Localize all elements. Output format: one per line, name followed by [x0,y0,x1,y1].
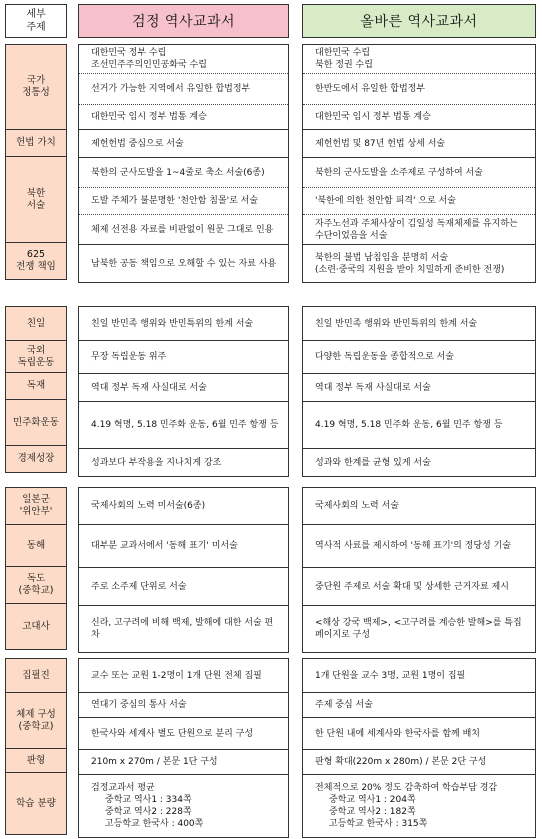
correct-textbook-row [303,524,535,567]
correct-textbook-text: 역대 정부 독재 사실대로 서술 [315,382,431,393]
topic-cell [6,372,66,399]
existing-textbook-cell [79,449,288,476]
correct-textbook-text: 중단원 주제로 서술 확대 및 상세한 근거자료 제시 [315,581,509,592]
section-1-topics [5,44,67,280]
section-3-correct-textbook [302,487,536,653]
correct-textbook-text: 국제사회의 노력 서술 [315,501,399,511]
topic-label: 일본군 '위안부' [19,494,53,517]
correct-textbook-row [303,774,535,837]
existing-textbook-line: 검정교과서 평균 [91,783,155,793]
existing-textbook-text: 북한의 군사도발을 1~4줄로 축소 서술(6종) [91,167,265,178]
correct-textbook-row [303,401,535,448]
existing-textbook-text: 210m x 270m / 본문 1단 구성 [91,757,218,767]
existing-textbook-text: 성과보다 부작용을 지나치게 강조 [91,457,222,468]
topic-cell [6,156,66,242]
existing-textbook-row [79,45,288,129]
existing-textbook-text: 대한민국 임시 정부 법통 계승 [91,112,207,122]
existing-textbook-cell [79,659,288,692]
correct-textbook-subcell [303,158,535,187]
topic-label: 북한 서술 [26,187,46,211]
existing-textbook-cell [79,245,288,282]
existing-textbook-row [79,605,288,652]
existing-textbook-row [79,129,288,157]
correct-textbook-text: 한 단원 내에 세계사와 한국사를 함께 배치 [315,728,480,739]
correct-textbook-block [302,487,536,653]
existing-textbook-row [79,749,288,774]
existing-textbook-cell [79,488,288,524]
correct-textbook-cell [303,488,535,524]
existing-textbook-row [79,373,288,401]
correct-textbook-row [303,659,535,692]
correct-textbook-block [302,44,536,283]
existing-textbook-subcell [79,73,288,104]
section-4-correct-textbook [302,658,536,838]
existing-textbook-text: 남북한 공동 책임으로 오해할 수 있는 자료 사용 [91,258,277,269]
correct-textbook-row [303,567,535,605]
topic-cell [6,129,66,156]
correct-textbook-block [302,306,536,477]
correct-textbook-row [303,244,535,282]
correct-textbook-row [303,488,535,524]
topic-block [5,44,67,280]
topic-block [5,306,67,473]
topic-cell [6,772,66,834]
topic-label: 민주화운동 [13,416,59,428]
existing-textbook-cell [79,341,288,373]
existing-textbook-text: 제헌헌법 중심으로 서술 [91,138,184,149]
topic-label: 국가 정통성 [22,75,50,98]
topic-label: 고대사 [22,620,50,632]
correct-textbook-line: 전체적으로 20% 정도 감축하여 학습부담 경감 [315,783,498,793]
existing-textbook-text: 친일 반민족 행위와 반민특위의 한계 서술 [91,318,254,329]
correct-textbook-row [303,340,535,373]
existing-textbook-cell [79,402,288,448]
section-1-correct-textbook [302,44,536,283]
correct-textbook-row [303,749,535,774]
correct-textbook-text: <해상 강국 백제>, <고구려를 계승한 발해>를 특집 페이지로 구성 [315,618,522,640]
existing-textbook-block [78,306,289,477]
existing-textbook-row [79,524,288,567]
existing-textbook-text: 대부분 교과서에서 '동해 표기' 미서술 [91,541,238,551]
existing-textbook-text: 교수 또는 교원 1-2명이 1개 단원 전체 집필 [91,670,262,681]
topic-label: 집필진 [22,669,50,681]
existing-textbook-line: 중학교 역사2 : 228쪽 [105,807,192,817]
topic-cell [6,524,66,566]
section-4-topics [5,658,67,835]
correct-textbook-cell [303,374,535,401]
correct-textbook-row [303,307,535,340]
topic-cell [6,748,66,772]
topic-cell [6,242,66,279]
topic-label: 경제성장 [17,453,55,464]
correct-textbook-cell [303,775,535,837]
correct-textbook-cell [303,750,535,774]
existing-textbook-text: 연대기 중심의 통사 서술 [91,700,187,710]
correct-textbook-text: 대한민국 수립 북한 정권 수립 [315,48,373,70]
existing-textbook-row [79,659,288,692]
topic-label: 독재 [26,380,46,391]
topic-cell [6,692,66,748]
existing-textbook-block [78,44,289,283]
header-topic [5,4,67,38]
correct-textbook-line: 중학교 역사1 : 204쪽 [329,795,416,805]
topic-label: 헌법 가치 [16,137,56,148]
correct-textbook-subcell [303,693,535,717]
existing-textbook-cell [79,606,288,652]
correct-textbook-cell [303,130,535,157]
existing-textbook-cell [79,775,288,837]
header-correct-textbook-label: 올바른 역사교과서 [360,14,478,30]
existing-textbook-line: 중학교 역사1 : 334쪽 [105,795,192,805]
existing-textbook-row [79,692,288,749]
correct-textbook-cell [303,341,535,373]
correct-textbook-row [303,157,535,244]
correct-textbook-text: 성과와 한계를 균형 있게 서술 [315,457,431,468]
topic-cell [6,340,66,372]
correct-textbook-subcell [303,717,535,749]
existing-textbook-block [78,487,289,653]
correct-textbook-text: '북한에 의한 천안함 피격' 으로 서술 [315,196,456,206]
correct-textbook-cell [303,525,535,567]
existing-textbook-text: 주로 소주제 단위로 서술 [91,581,187,592]
existing-textbook-text: 체제 선전용 자료를 비판없이 원문 그대로 인용 [91,224,274,235]
section-1-existing-textbook [78,44,289,283]
existing-textbook-text: 4.19 혁명, 5.18 민주화 운동, 6월 민주 항쟁 등 [91,420,279,430]
existing-textbook-text: 국제사회의 노력 미서술(6종) [91,501,206,511]
correct-textbook-cell [303,307,535,340]
existing-textbook-row [79,401,288,448]
topic-cell [6,488,66,524]
correct-textbook-subcell [303,73,535,104]
existing-textbook-row [79,157,288,244]
topic-label: 동해 [26,539,46,551]
correct-textbook-text: 친일 반민족 행위와 반민특위의 한계 서술 [315,318,478,329]
correct-textbook-cell [303,449,535,476]
existing-textbook-text: 한국사와 세계사 별도 단원으로 분리 구성 [91,728,254,739]
correct-textbook-row [303,692,535,749]
topic-label: 625 전쟁 책임 [16,249,56,272]
correct-textbook-cell [303,568,535,605]
topic-cell [6,603,66,649]
correct-textbook-subcell [303,45,535,73]
existing-textbook-cell [79,307,288,340]
existing-textbook-row [79,340,288,373]
correct-textbook-cell [303,245,535,282]
header-existing-textbook [78,4,289,38]
existing-textbook-text: 무장 독립운동 위주 [91,352,167,362]
existing-textbook-text: 선거가 가능한 지역에서 유일한 합법정부 [91,84,251,94]
topic-label: 판형 [26,754,46,766]
existing-textbook-subcell [79,104,288,129]
existing-textbook-text: 도발 주체가 불분명한 '천안함 침몰'로 서술 [91,196,259,206]
correct-textbook-subcell [303,214,535,244]
existing-textbook-row [79,774,288,837]
existing-textbook-subcell [79,214,288,244]
topic-label: 학습 분량 [16,797,56,809]
header-existing-textbook-label: 검정 역사교과서 [131,14,236,30]
existing-textbook-subcell [79,717,288,749]
correct-textbook-text: 자주노선과 주체사상이 김일성 독재체제를 유지하는 수단이었음을 서술 [315,218,518,241]
existing-textbook-row [79,567,288,605]
topic-cell [6,566,66,603]
section-3-existing-textbook [78,487,289,653]
correct-textbook-text: 북한의 불법 남침임을 분명히 서술 (소련·중국의 지원을 받아 치밀하게 준비한 전쟁) [315,252,505,275]
topic-label: 국외 독립운동 [17,344,55,368]
topic-cell [6,45,66,129]
topic-cell [6,307,66,340]
correct-textbook-text: 판형 확대(220m x 280m) / 본문 2단 구성 [315,757,487,767]
correct-textbook-block [302,658,536,838]
existing-textbook-line: 고등학교 한국사 : 400쪽 [105,819,204,829]
correct-textbook-subcell [303,104,535,129]
topic-cell [6,445,66,472]
correct-textbook-cell [303,659,535,692]
existing-textbook-subcell [79,693,288,717]
topic-cell [6,659,66,692]
correct-textbook-text: 역사적 사료를 제시하여 '동해 표기'의 정당성 기술 [315,541,511,551]
correct-textbook-subcell [303,187,535,214]
correct-textbook-line: 중학교 역사2 : 182쪽 [329,807,416,817]
correct-textbook-row [303,45,535,129]
correct-textbook-text: 대한민국 임시 정부 법통 계승 [315,112,431,122]
correct-textbook-cell [303,606,535,652]
existing-textbook-block [78,658,289,838]
topic-label: 체제 구성 (중학교) [16,708,56,732]
correct-textbook-row [303,129,535,157]
existing-textbook-cell [79,130,288,157]
existing-textbook-lines [91,782,203,830]
topic-label: 친일 [26,317,46,329]
topic-block [5,487,67,650]
existing-textbook-text: 역대 정부 독재 사실대로 서술 [91,382,207,393]
existing-textbook-cell [79,525,288,567]
topic-block [5,658,67,835]
correct-textbook-line: 고등학교 한국사 : 315쪽 [329,819,428,829]
section-2-correct-textbook [302,306,536,477]
section-3-topics [5,487,67,650]
existing-textbook-row [79,307,288,340]
header-correct-textbook [302,4,536,38]
correct-textbook-text: 제헌헌법 및 87년 헌법 상세 서술 [315,138,446,149]
existing-textbook-cell [79,568,288,605]
header-topic-label: 세부 주제 [26,9,46,33]
topic-cell [6,399,66,445]
section-2-topics [5,306,67,473]
existing-textbook-subcell [79,187,288,214]
correct-textbook-lines [315,782,497,830]
correct-textbook-text: 북한의 군사도발을 소주제로 구성하여 서술 [315,167,483,178]
correct-textbook-text: 4.19 혁명, 5.18 민주화 운동, 6월 민주 항쟁 등 [315,420,503,430]
correct-textbook-text: 다양한 독립운동을 종합적으로 서술 [315,352,454,362]
topic-label: 독도 (중학교) [18,573,54,596]
existing-textbook-cell [79,750,288,774]
existing-textbook-subcell [79,45,288,73]
correct-textbook-row [303,605,535,652]
existing-textbook-row [79,448,288,476]
correct-textbook-cell [303,402,535,448]
correct-textbook-row [303,373,535,401]
existing-textbook-row [79,244,288,282]
existing-textbook-text: 신라, 고구려에 비해 백제, 발해에 대한 서술 편차 [91,618,274,640]
correct-textbook-text: 1개 단원을 교수 3명, 교원 1명이 집필 [315,670,466,681]
existing-textbook-row [79,488,288,524]
existing-textbook-subcell [79,158,288,187]
correct-textbook-row [303,448,535,476]
section-2-existing-textbook [78,306,289,477]
section-4-existing-textbook [78,658,289,838]
existing-textbook-text: 대한민국 정부 수립 조선민주주의인민공화국 수립 [91,48,207,70]
correct-textbook-text: 주제 중심 서술 [315,700,373,710]
correct-textbook-text: 한반도에서 유일한 합법정부 [315,84,426,94]
existing-textbook-cell [79,374,288,401]
